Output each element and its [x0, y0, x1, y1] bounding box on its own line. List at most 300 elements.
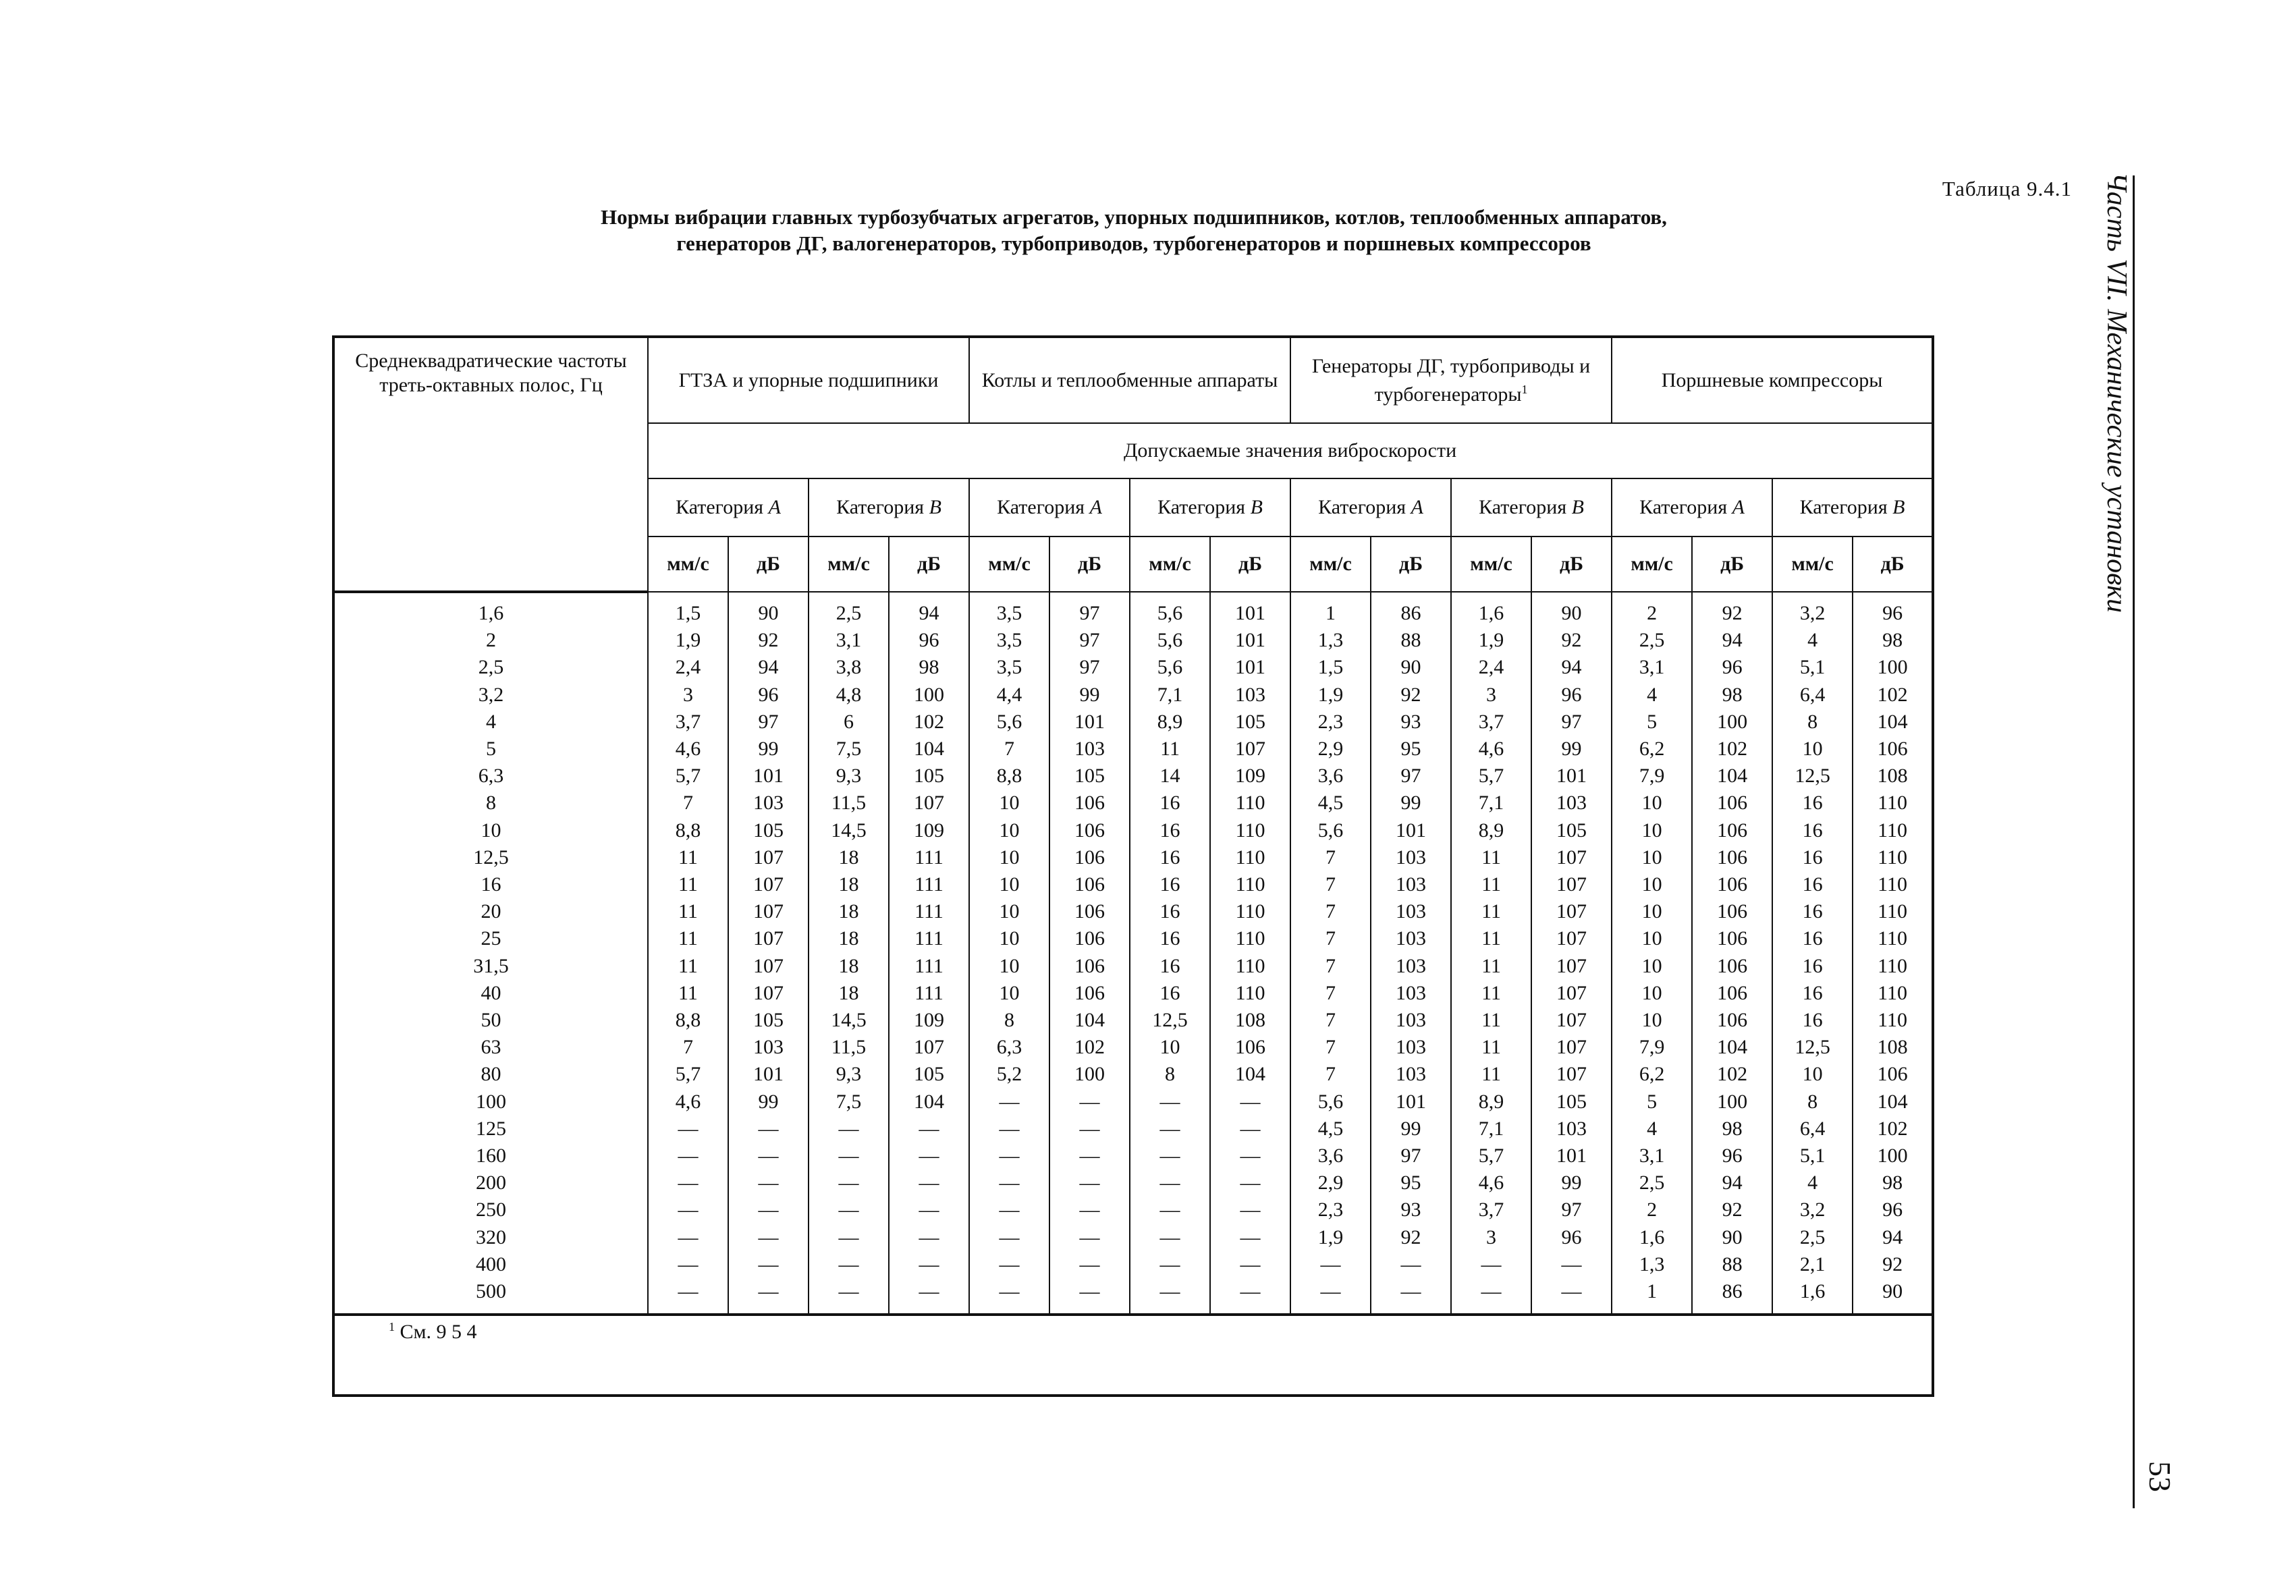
value-cell: 101: [728, 1061, 809, 1088]
value-cell: 94: [1692, 1170, 1772, 1196]
value-cell: 10: [1612, 898, 1692, 925]
table-row: [333, 627, 1933, 654]
value-cell: 10: [1612, 790, 1692, 817]
frequency-cell: 500: [333, 1278, 648, 1315]
permissible-values-header: Допускаемые значения виброскорости: [648, 423, 1933, 478]
value-cell: 99: [728, 1089, 809, 1116]
frequency-cell: 160: [333, 1143, 648, 1170]
unit-mm-header: мм/с: [1130, 536, 1210, 592]
value-cell: 104: [889, 1089, 969, 1116]
value-cell: —: [648, 1143, 728, 1170]
value-cell: —: [1210, 1089, 1290, 1116]
footnote-ref-mark: 1: [389, 1320, 395, 1334]
unit-mm-header: мм/с: [969, 536, 1049, 592]
value-cell: 104: [889, 736, 969, 763]
value-cell: 105: [1210, 709, 1290, 736]
value-cell: 107: [728, 871, 809, 898]
value-cell: 95: [1371, 736, 1451, 763]
value-cell: 8,9: [1130, 709, 1210, 736]
value-cell: 7,9: [1612, 1034, 1692, 1061]
value-cell: 102: [1049, 1034, 1130, 1061]
value-cell: 103: [728, 790, 809, 817]
value-cell: —: [648, 1196, 728, 1223]
value-cell: 96: [1692, 654, 1772, 681]
value-cell: 107: [1531, 844, 1612, 871]
value-cell: 11: [1451, 844, 1531, 871]
value-cell: 10: [969, 925, 1049, 952]
category-b-header: [1130, 478, 1290, 536]
table-row: [333, 1007, 1933, 1034]
value-cell: 6,4: [1772, 1116, 1853, 1143]
group-header-gtza: ГТЗА и упорные подшипники: [648, 337, 969, 423]
value-cell: 98: [1853, 1170, 1933, 1196]
category-label: Категория: [1157, 496, 1246, 518]
value-cell: 3,2: [1772, 1196, 1853, 1223]
value-cell: 107: [1531, 1034, 1612, 1061]
value-cell: —: [889, 1116, 969, 1143]
value-cell: 5: [1612, 1089, 1692, 1116]
frequency-cell: 63: [333, 1034, 648, 1061]
value-cell: 97: [1531, 709, 1612, 736]
value-cell: 110: [1853, 871, 1933, 898]
value-cell: 102: [1692, 736, 1772, 763]
value-cell: 5,6: [1290, 1089, 1371, 1116]
table-row: [333, 709, 1933, 736]
value-cell: 108: [1210, 1007, 1290, 1034]
value-cell: —: [1290, 1278, 1371, 1315]
value-cell: —: [1130, 1196, 1210, 1223]
value-cell: 1,3: [1290, 627, 1371, 654]
value-cell: 107: [1531, 980, 1612, 1007]
value-cell: 106: [1049, 871, 1130, 898]
value-cell: 97: [1049, 592, 1130, 627]
category-letter: В: [929, 496, 941, 518]
frequency-cell: 25: [333, 925, 648, 952]
table-row: [333, 1116, 1933, 1143]
value-cell: —: [728, 1224, 809, 1251]
value-cell: 92: [1371, 1224, 1451, 1251]
value-cell: 104: [1853, 709, 1933, 736]
unit-db-header: дБ: [1210, 536, 1290, 592]
value-cell: 10: [969, 980, 1049, 1007]
value-cell: 6,4: [1772, 682, 1853, 709]
value-cell: 3,7: [648, 709, 728, 736]
title-line-1: Нормы вибрации главных турбозубчатых агрегатов, упорных подшипников, котлов, теплообменных аппаратов,: [601, 205, 1667, 229]
value-cell: 3,5: [969, 627, 1049, 654]
value-cell: 5,1: [1772, 654, 1853, 681]
value-cell: 1,9: [1290, 682, 1371, 709]
value-cell: 103: [1371, 871, 1451, 898]
value-cell: 94: [1853, 1224, 1933, 1251]
value-cell: 88: [1692, 1251, 1772, 1278]
value-cell: 106: [1692, 1007, 1772, 1034]
value-cell: 16: [1130, 925, 1210, 952]
value-cell: 5,6: [969, 709, 1049, 736]
value-cell: 101: [728, 763, 809, 790]
value-cell: 92: [1692, 1196, 1772, 1223]
frequency-cell: 200: [333, 1170, 648, 1196]
value-cell: 10: [1612, 817, 1692, 844]
value-cell: —: [648, 1170, 728, 1196]
table-row: [333, 925, 1933, 952]
value-cell: 97: [728, 709, 809, 736]
frequency-cell: 16: [333, 871, 648, 898]
value-cell: 107: [889, 790, 969, 817]
value-cell: 105: [889, 763, 969, 790]
value-cell: 4,6: [648, 1089, 728, 1116]
value-cell: 16: [1772, 1007, 1853, 1034]
value-cell: 10: [969, 871, 1049, 898]
value-cell: —: [969, 1116, 1049, 1143]
frequency-cell: 12,5: [333, 844, 648, 871]
value-cell: 11,5: [809, 790, 889, 817]
value-cell: 11: [648, 844, 728, 871]
value-cell: 92: [1531, 627, 1612, 654]
value-cell: 1,3: [1612, 1251, 1692, 1278]
value-cell: 5,2: [969, 1061, 1049, 1088]
value-cell: 2,3: [1290, 1196, 1371, 1223]
value-cell: 11: [648, 953, 728, 980]
value-cell: 110: [1210, 790, 1290, 817]
value-cell: 108: [1853, 1034, 1933, 1061]
value-cell: 4,5: [1290, 790, 1371, 817]
value-cell: 102: [1692, 1061, 1772, 1088]
value-cell: 7,5: [809, 1089, 889, 1116]
value-cell: 7: [1290, 898, 1371, 925]
value-cell: —: [969, 1278, 1049, 1315]
value-cell: 103: [1049, 736, 1130, 763]
value-cell: —: [969, 1143, 1049, 1170]
value-cell: 106: [1692, 871, 1772, 898]
value-cell: 4: [1772, 627, 1853, 654]
value-cell: —: [1451, 1251, 1531, 1278]
table-row: [333, 1251, 1933, 1278]
value-cell: 10: [969, 953, 1049, 980]
value-cell: 100: [889, 682, 969, 709]
value-cell: 11: [1451, 1061, 1531, 1088]
value-cell: —: [728, 1143, 809, 1170]
value-cell: 16: [1772, 844, 1853, 871]
value-cell: 1,5: [648, 592, 728, 627]
value-cell: 96: [1853, 1196, 1933, 1223]
value-cell: 3: [1451, 682, 1531, 709]
group-header-compressors: Поршневые компрессоры: [1612, 337, 1933, 423]
value-cell: —: [1130, 1089, 1210, 1116]
value-cell: 7,1: [1451, 1116, 1531, 1143]
value-cell: 8,8: [969, 763, 1049, 790]
value-cell: 9,3: [809, 1061, 889, 1088]
value-cell: 107: [728, 925, 809, 952]
value-cell: 10: [969, 898, 1049, 925]
value-cell: 106: [1692, 980, 1772, 1007]
frequency-cell: 400: [333, 1251, 648, 1278]
value-cell: —: [969, 1251, 1049, 1278]
value-cell: 90: [1692, 1224, 1772, 1251]
value-cell: —: [809, 1170, 889, 1196]
value-cell: 3: [1451, 1224, 1531, 1251]
value-cell: 5,6: [1290, 817, 1371, 844]
value-cell: 107: [1531, 871, 1612, 898]
category-a-header: [648, 478, 809, 536]
value-cell: 110: [1210, 871, 1290, 898]
value-cell: —: [969, 1170, 1049, 1196]
category-b-header: [1451, 478, 1612, 536]
value-cell: —: [889, 1224, 969, 1251]
value-cell: 101: [1210, 627, 1290, 654]
value-cell: 8,9: [1451, 1089, 1531, 1116]
value-cell: 111: [889, 953, 969, 980]
category-a-header: [1612, 478, 1772, 536]
value-cell: 11: [1451, 898, 1531, 925]
value-cell: 98: [889, 654, 969, 681]
frequency-cell: 1,6: [333, 592, 648, 627]
value-cell: 106: [1692, 790, 1772, 817]
value-cell: 2,3: [1290, 709, 1371, 736]
value-cell: 16: [1130, 817, 1210, 844]
value-cell: 3,1: [1612, 654, 1692, 681]
value-cell: 100: [1692, 709, 1772, 736]
category-letter: В: [1571, 496, 1584, 518]
value-cell: 18: [809, 898, 889, 925]
table-row: [333, 736, 1933, 763]
value-cell: 10: [1130, 1034, 1210, 1061]
value-cell: —: [1130, 1170, 1210, 1196]
value-cell: 7,5: [809, 736, 889, 763]
value-cell: 14,5: [809, 1007, 889, 1034]
value-cell: 7: [1290, 953, 1371, 980]
value-cell: —: [889, 1170, 969, 1196]
value-cell: 7: [1290, 1034, 1371, 1061]
value-cell: 8: [1772, 709, 1853, 736]
table-row: [333, 654, 1933, 681]
value-cell: —: [809, 1224, 889, 1251]
table-row: [333, 682, 1933, 709]
unit-db-header: дБ: [1371, 536, 1451, 592]
value-cell: 10: [1612, 980, 1692, 1007]
value-cell: 105: [1531, 817, 1612, 844]
value-cell: 106: [1692, 925, 1772, 952]
value-cell: 10: [1772, 736, 1853, 763]
value-cell: 88: [1371, 627, 1451, 654]
table-row: [333, 898, 1933, 925]
table-row: [333, 763, 1933, 790]
value-cell: 16: [1772, 817, 1853, 844]
value-cell: 3,6: [1290, 763, 1371, 790]
frequency-cell: 320: [333, 1224, 648, 1251]
value-cell: 11: [648, 871, 728, 898]
value-cell: 11: [1451, 980, 1531, 1007]
value-cell: 10: [969, 790, 1049, 817]
value-cell: 107: [728, 898, 809, 925]
value-cell: 5,7: [648, 763, 728, 790]
value-cell: 107: [1531, 898, 1612, 925]
unit-db-header: дБ: [1531, 536, 1612, 592]
value-cell: —: [648, 1224, 728, 1251]
value-cell: —: [728, 1116, 809, 1143]
value-cell: 111: [889, 980, 969, 1007]
value-cell: 10: [1612, 871, 1692, 898]
value-cell: —: [969, 1224, 1049, 1251]
value-cell: 11: [1451, 953, 1531, 980]
category-label: Категория: [676, 496, 764, 518]
value-cell: 1: [1290, 592, 1371, 627]
table-footnote: [333, 1315, 1933, 1396]
value-cell: —: [1130, 1143, 1210, 1170]
value-cell: 102: [1853, 682, 1933, 709]
value-cell: 7: [1290, 1007, 1371, 1034]
frequency-cell: 8: [333, 790, 648, 817]
value-cell: 96: [728, 682, 809, 709]
value-cell: 101: [1371, 1089, 1451, 1116]
value-cell: —: [969, 1089, 1049, 1116]
page-number: 53: [2143, 1461, 2177, 1492]
value-cell: 12,5: [1130, 1007, 1210, 1034]
unit-db-header: дБ: [889, 536, 969, 592]
value-cell: 110: [1210, 953, 1290, 980]
value-cell: —: [1049, 1116, 1130, 1143]
value-cell: 16: [1772, 980, 1853, 1007]
value-cell: 16: [1130, 898, 1210, 925]
value-cell: 99: [728, 736, 809, 763]
value-cell: 4,6: [1451, 736, 1531, 763]
value-cell: 106: [1049, 817, 1130, 844]
footnote-mark: 1: [1521, 382, 1528, 396]
table-row: [333, 980, 1933, 1007]
value-cell: 7: [1290, 844, 1371, 871]
value-cell: 1,5: [1290, 654, 1371, 681]
value-cell: 16: [1772, 925, 1853, 952]
frequency-cell: 40: [333, 980, 648, 1007]
value-cell: 103: [1371, 1061, 1451, 1088]
value-cell: —: [1130, 1251, 1210, 1278]
value-cell: 1,9: [1451, 627, 1531, 654]
category-label: Категория: [836, 496, 925, 518]
value-cell: 106: [1210, 1034, 1290, 1061]
value-cell: 18: [809, 871, 889, 898]
value-cell: 109: [889, 817, 969, 844]
value-cell: 4,5: [1290, 1116, 1371, 1143]
value-cell: 103: [1531, 1116, 1612, 1143]
value-cell: 102: [1853, 1116, 1933, 1143]
value-cell: 3,7: [1451, 1196, 1531, 1223]
value-cell: 106: [1692, 898, 1772, 925]
value-cell: 92: [1371, 682, 1451, 709]
value-cell: —: [1371, 1278, 1451, 1315]
value-cell: 3,7: [1451, 709, 1531, 736]
table-row: [333, 1034, 1933, 1061]
value-cell: —: [809, 1278, 889, 1315]
table-title: [405, 204, 1863, 256]
value-cell: 6,2: [1612, 1061, 1692, 1088]
value-cell: 3,2: [1772, 592, 1853, 627]
value-cell: 96: [1853, 592, 1933, 627]
value-cell: 103: [1371, 953, 1451, 980]
value-cell: 99: [1371, 1116, 1451, 1143]
value-cell: 103: [1210, 682, 1290, 709]
value-cell: 104: [1853, 1089, 1933, 1116]
value-cell: 101: [1371, 817, 1451, 844]
unit-mm-header: мм/с: [1772, 536, 1853, 592]
value-cell: 4: [1612, 682, 1692, 709]
value-cell: 10: [969, 817, 1049, 844]
value-cell: —: [1049, 1251, 1130, 1278]
table-row: [333, 1089, 1933, 1116]
value-cell: 100: [1853, 1143, 1933, 1170]
value-cell: 110: [1853, 980, 1933, 1007]
value-cell: 110: [1853, 817, 1933, 844]
frequency-cell: 2: [333, 627, 648, 654]
value-cell: 8,8: [648, 1007, 728, 1034]
unit-db-header: дБ: [728, 536, 809, 592]
unit-mm-header: мм/с: [1612, 536, 1692, 592]
value-cell: 111: [889, 871, 969, 898]
value-cell: 7: [969, 736, 1049, 763]
value-cell: 11: [648, 898, 728, 925]
value-cell: 104: [1049, 1007, 1130, 1034]
value-cell: 8: [1130, 1061, 1210, 1088]
value-cell: 106: [1049, 980, 1130, 1007]
value-cell: 5,6: [1130, 627, 1210, 654]
frequency-cell: 3,2: [333, 682, 648, 709]
table-row: [333, 1224, 1933, 1251]
unit-mm-header: мм/с: [1290, 536, 1371, 592]
value-cell: 105: [728, 1007, 809, 1034]
frequency-cell: 80: [333, 1061, 648, 1088]
value-cell: 99: [1531, 736, 1612, 763]
value-cell: 5,7: [1451, 1143, 1531, 1170]
group-header-generators: [1290, 337, 1612, 423]
value-cell: 3,5: [969, 592, 1049, 627]
value-cell: 2,4: [1451, 654, 1531, 681]
value-cell: 99: [1531, 1170, 1612, 1196]
value-cell: —: [1451, 1278, 1531, 1315]
value-cell: 2,4: [648, 654, 728, 681]
value-cell: —: [1049, 1089, 1130, 1116]
value-cell: 110: [1853, 898, 1933, 925]
value-cell: 103: [1371, 898, 1451, 925]
value-cell: —: [1049, 1278, 1130, 1315]
value-cell: 104: [1692, 1034, 1772, 1061]
value-cell: —: [1049, 1143, 1130, 1170]
value-cell: 103: [1371, 925, 1451, 952]
value-cell: 103: [1371, 844, 1451, 871]
value-cell: —: [728, 1278, 809, 1315]
value-cell: 86: [1692, 1278, 1772, 1315]
value-cell: 18: [809, 953, 889, 980]
category-letter: А: [768, 496, 781, 518]
value-cell: 2: [1612, 592, 1692, 627]
value-cell: 110: [1210, 844, 1290, 871]
value-cell: 1,6: [1612, 1224, 1692, 1251]
value-cell: 109: [889, 1007, 969, 1034]
vibration-norms-table: [332, 335, 1934, 1397]
value-cell: 16: [1772, 953, 1853, 980]
frequency-cell: 50: [333, 1007, 648, 1034]
value-cell: —: [1049, 1224, 1130, 1251]
value-cell: —: [1210, 1170, 1290, 1196]
value-cell: 103: [1371, 1034, 1451, 1061]
value-cell: 110: [1853, 953, 1933, 980]
value-cell: 106: [1049, 953, 1130, 980]
value-cell: 11: [1451, 925, 1531, 952]
category-b-header: [1772, 478, 1933, 536]
value-cell: 8,9: [1451, 817, 1531, 844]
value-cell: 110: [1210, 817, 1290, 844]
value-cell: 7: [1290, 871, 1371, 898]
value-cell: 2,9: [1290, 736, 1371, 763]
value-cell: 3,6: [1290, 1143, 1371, 1170]
value-cell: 94: [1531, 654, 1612, 681]
